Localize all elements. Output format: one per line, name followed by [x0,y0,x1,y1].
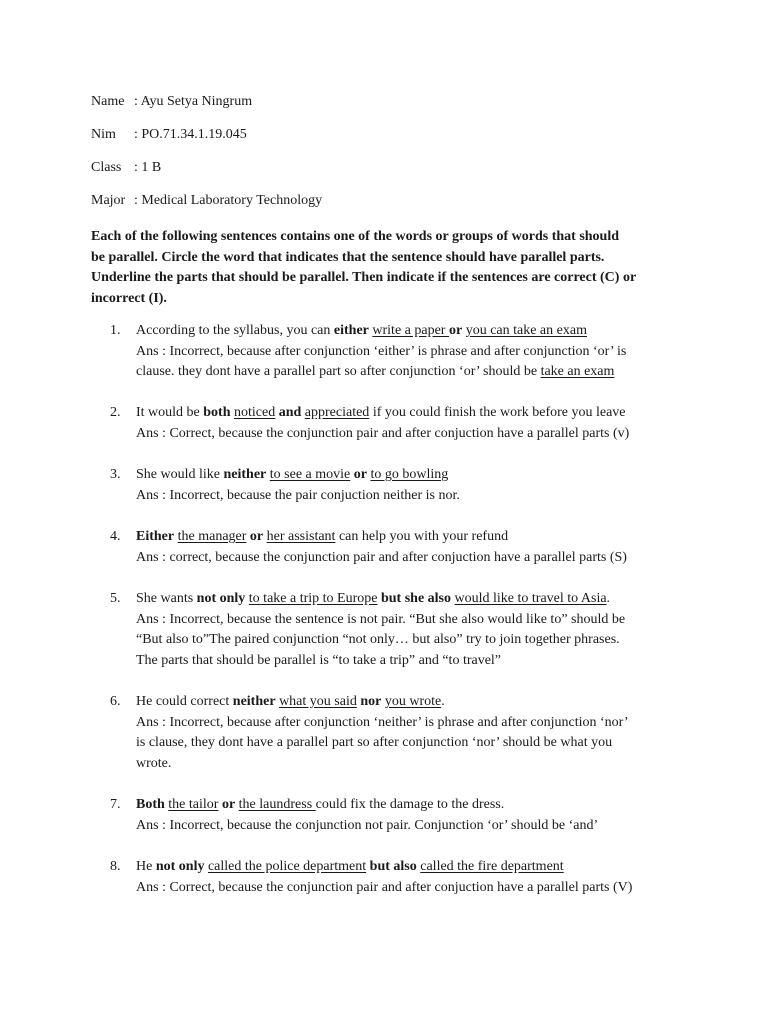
info-value: : PO.71.34.1.19.045 [134,127,247,142]
underlined-phrase: take an exam [540,364,615,379]
item-body [136,857,676,898]
underlined-phrase: noticed [234,405,276,420]
text-run: is clause, they dont have a parallel part so after conjunction ‘nor’ should be what you [136,735,613,750]
text-run: could fix the damage to the dress. [315,797,505,812]
underlined-phrase: to go bowling [370,467,449,482]
info-row-class [91,158,322,191]
text-run: . [441,694,445,709]
info-label: Major [91,193,126,208]
item-sentence [136,527,676,548]
text-run: Ans : Incorrect, because after conjunction ‘either’ is phrase and after conjunction ‘or’ is [136,343,627,359]
text-run: Ans : Incorrect, because the conjunction not pair. Conjunction ‘or’ should be ‘and’ [136,817,599,833]
item-number: 4. [110,529,121,544]
underlined-phrase: write a paper [372,323,449,338]
item-answer-line [136,733,676,754]
item-body [136,465,676,506]
text-run: Ans : Incorrect, because the pair conjuction neither is nor. [136,487,460,503]
item-body [136,403,676,444]
underlined-phrase: called the police department [207,859,367,874]
underlined-phrase: you wrote [384,694,442,709]
item-answer-line [136,424,676,445]
instruction-line: incorrect (I). [91,290,167,306]
text-run: He could correct [136,694,233,709]
text-run: The parts that should be parallel is “to take a trip” and “to travel” [136,652,502,668]
item-number: 7. [110,797,121,812]
conjunction: and [278,405,302,420]
conjunction: not only [155,859,205,874]
info-label: Nim [91,127,116,142]
item-body [136,692,676,774]
text-run: . [606,591,611,606]
conjunction: Either [136,529,175,544]
info-value: : Ayu Setya Ningrum [134,94,253,109]
item-sentence [136,589,676,610]
text-run: It would be [136,405,204,420]
item-sentence [136,795,676,816]
conjunction: not only [196,591,246,606]
text-run: clause. they dont have a parallel part so after conjunction ‘or’ should be [136,364,541,379]
underlined-phrase: what you said [279,694,357,709]
text-run: He [136,859,156,874]
instruction-line: Each of the following sentences contains one of the words or groups of words that should [91,229,620,244]
item-sentence [136,692,676,713]
item-answer-line [136,362,676,383]
item-body [136,527,676,568]
text-run: She would like [136,467,224,482]
conjunction: both [203,405,231,420]
item-body [136,795,676,836]
text-run: “But also to”The paired conjunction “not only… but also” try to join together phrases. [136,632,620,647]
conjunction: Both [136,797,165,812]
conjunction: neither [232,694,276,709]
underlined-phrase: appreciated [304,405,370,420]
item-number: 5. [110,591,121,606]
instruction-line: be parallel. Circle the word that indicates that the sentence should have parallel parts. [91,249,605,265]
text-run: She wants [136,591,197,606]
info-row-major [91,191,322,224]
item-answer-line [136,610,676,631]
instruction-line: Underline the parts that should be parallel. Then indicate if the sentences are correct (C) or [91,270,637,285]
conjunction: either [333,323,369,338]
item-sentence [136,857,676,878]
item-number: 8. [110,859,121,874]
info-row-nim [91,125,322,158]
underlined-phrase: to see a movie [269,467,351,482]
text-run: According to the syllabus, you can [136,323,334,338]
underlined-phrase: her assistant [266,529,336,544]
underlined-phrase: the manager [177,529,247,544]
item-sentence [136,403,676,424]
item-sentence [136,321,676,342]
item-answer-line [136,816,676,837]
info-row-name [91,92,322,125]
info-label: Class [91,160,122,175]
conjunction: or [221,797,236,812]
info-label: Name [91,94,125,109]
text-run: Ans : Correct, because the conjunction pair and after conjuction have a parallel parts (v) [136,425,630,441]
underlined-phrase: the laundress [238,797,316,812]
item-sentence [136,465,676,486]
info-value: : Medical Laboratory Technology [134,193,323,208]
conjunction: neither [223,467,267,482]
item-number: 2. [110,405,121,420]
text-run: Ans : Incorrect, because the sentence is not pair. “But she also would like to” should be [136,611,626,627]
underlined-phrase: to take a trip to Europe [248,591,378,606]
conjunction: or [448,323,463,338]
underlined-phrase: would like to travel to Asia [454,591,607,606]
item-body [136,321,676,383]
item-number: 3. [110,467,121,482]
underlined-phrase: you can take an exam [465,323,587,338]
item-answer-line [136,651,676,672]
text-run: Ans : Incorrect, because after conjunction ‘neither’ is phrase and after conjunction ‘nor’ [136,714,629,730]
student-info [91,92,322,224]
item-answer-line [136,630,676,651]
conjunction: or [353,467,367,482]
conjunction: nor [360,694,382,709]
item-answer-line [136,342,676,363]
underlined-phrase: called the fire department [420,859,564,874]
item-answer-line [136,754,676,775]
text-run: can help you with your refund [335,529,509,544]
item-number: 1. [110,323,121,338]
underlined-phrase: the tailor [168,797,219,812]
text-run: if you could finish the work before you leave [369,405,626,420]
text-run: Ans : correct, because the conjunction pair and after conjuction have a parallel parts (S) [136,549,627,565]
item-answer-line [136,878,676,899]
text-run: wrote. [136,755,172,771]
instructions [91,227,691,309]
info-value: : 1 B [134,160,162,175]
item-answer-line [136,548,676,569]
text-run: Ans : Correct, because the conjunction pair and after conjuction have a parallel parts (V) [136,879,633,895]
conjunction: but she also [380,591,452,606]
item-answer-line [136,713,676,734]
item-body [136,589,676,671]
item-answer-line [136,486,676,507]
item-number: 6. [110,694,121,709]
conjunction: but also [369,859,417,874]
conjunction: or [249,529,264,544]
